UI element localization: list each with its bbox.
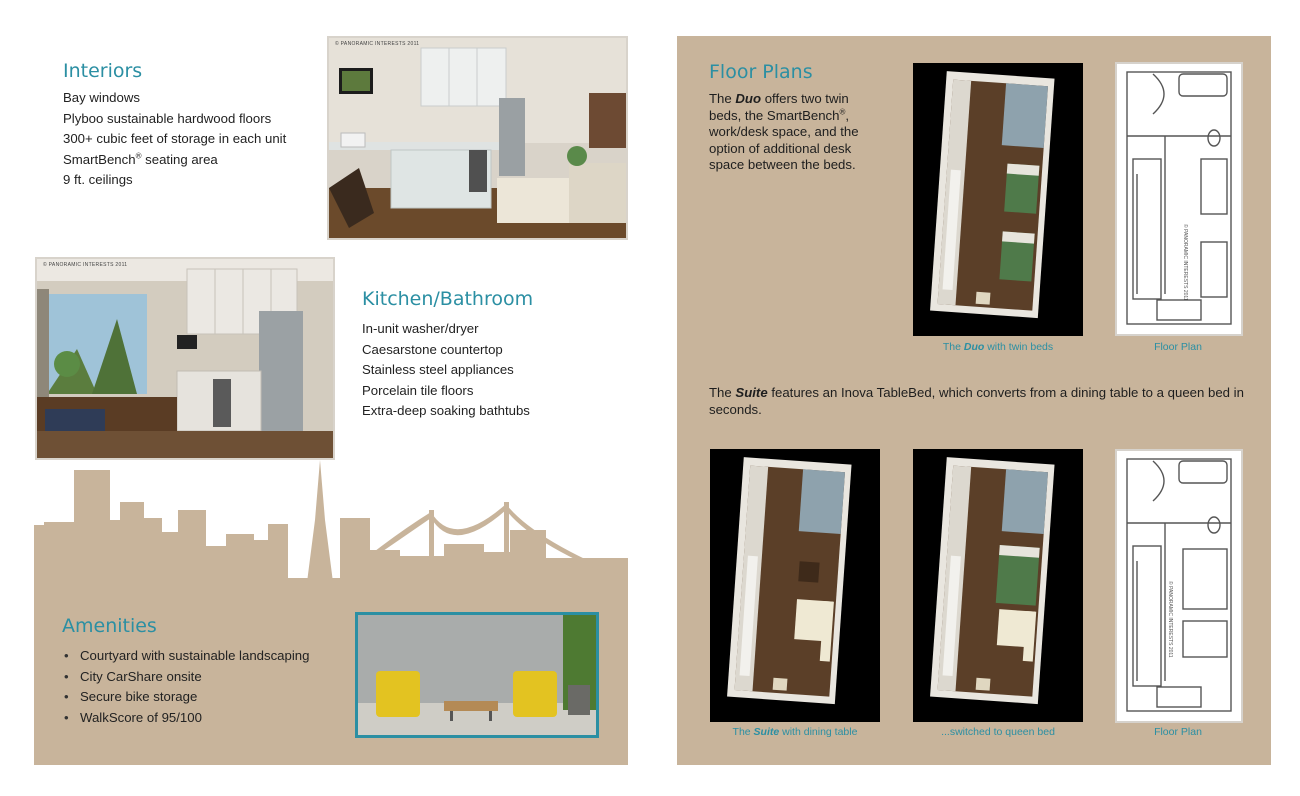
list-item: Porcelain tile floors	[362, 382, 474, 398]
duo-caption: The Duo with twin beds	[942, 341, 1054, 353]
list-item: Caesarstone countertop	[362, 341, 503, 357]
list-item: In-unit washer/dryer	[362, 321, 479, 336]
kitchen-title: Kitchen/Bathroom	[362, 288, 534, 310]
plan-watermark: © PANORAMIC INTERESTS 2011	[1182, 224, 1188, 301]
interiors-list	[63, 88, 286, 191]
kitchen-image	[37, 259, 333, 458]
suite-floor-plan-drawing	[1117, 451, 1241, 721]
suite-queen-render	[913, 449, 1083, 722]
amenities-title: Amenities	[62, 615, 157, 637]
list-item: Bay windows	[63, 90, 140, 105]
kitchen-list	[362, 319, 533, 422]
courtyard-image	[358, 615, 596, 735]
plan-watermark: © PANORAMIC INTERESTS 2011	[1167, 581, 1173, 658]
list-item: SmartBench® seating area	[63, 151, 218, 167]
list-item: • Courtyard with sustainable landscaping	[62, 646, 309, 667]
list-item: 9 ft. ceilings	[63, 172, 133, 188]
photo-watermark: © PANORAMIC INTERESTS 2011	[335, 41, 420, 47]
skyline-silhouette	[34, 460, 628, 590]
kitchen-section	[362, 288, 533, 422]
registered-mark: ®	[135, 151, 142, 161]
suite-description: The Suite features an Inova TableBed, which converts from a dining table to a queen bed in seconds.	[709, 385, 1244, 417]
photo-watermark: © PANORAMIC INTERESTS 2011	[43, 262, 128, 268]
amenities-section	[62, 615, 309, 728]
suite-caption: The Suite with dining table	[732, 726, 858, 738]
duo-render-image	[913, 63, 1083, 336]
list-item: 300+ cubic feet of storage in each unit	[63, 131, 287, 147]
living-room-photo	[327, 36, 628, 240]
duo-floor-plan-drawing	[1117, 64, 1241, 334]
floor-plan-caption-2: Floor Plan	[1154, 726, 1202, 738]
suite-dining-render	[710, 449, 880, 722]
list-item: • City CarShare onsite	[62, 667, 309, 688]
living-room-image	[329, 38, 626, 238]
kitchen-photo	[35, 257, 335, 460]
amenities-list	[62, 646, 309, 728]
duo-description: The Duo offers two twin beds, the SmartBench®, work/desk space, and the option of additional desk space between the beds.	[709, 91, 859, 173]
suite-floor-plan	[1115, 449, 1243, 723]
list-item: • WalkScore of 95/100	[62, 708, 309, 729]
list-item: Stainless steel appliances	[362, 362, 514, 378]
courtyard-photo	[355, 612, 599, 738]
suite-name: Suite	[735, 385, 768, 400]
interiors-title: Interiors	[63, 60, 143, 82]
floor-plans-intro	[709, 61, 869, 174]
interiors-section	[63, 60, 286, 191]
suite-queen-render-image	[913, 449, 1083, 722]
duo-render	[913, 63, 1083, 336]
suite-dining-render-image	[710, 449, 880, 722]
floor-plan-caption: Floor Plan	[1154, 341, 1202, 353]
duo-name: Duo	[735, 91, 762, 106]
list-item: Extra-deep soaking bathtubs	[362, 403, 530, 419]
duo-floor-plan	[1115, 62, 1243, 336]
queen-bed-caption: ...switched to queen bed	[941, 726, 1055, 738]
list-item: • Secure bike storage	[62, 687, 309, 708]
floor-plans-title: Floor Plans	[709, 61, 813, 83]
list-item: Plyboo sustainable hardwood floors	[63, 110, 272, 126]
